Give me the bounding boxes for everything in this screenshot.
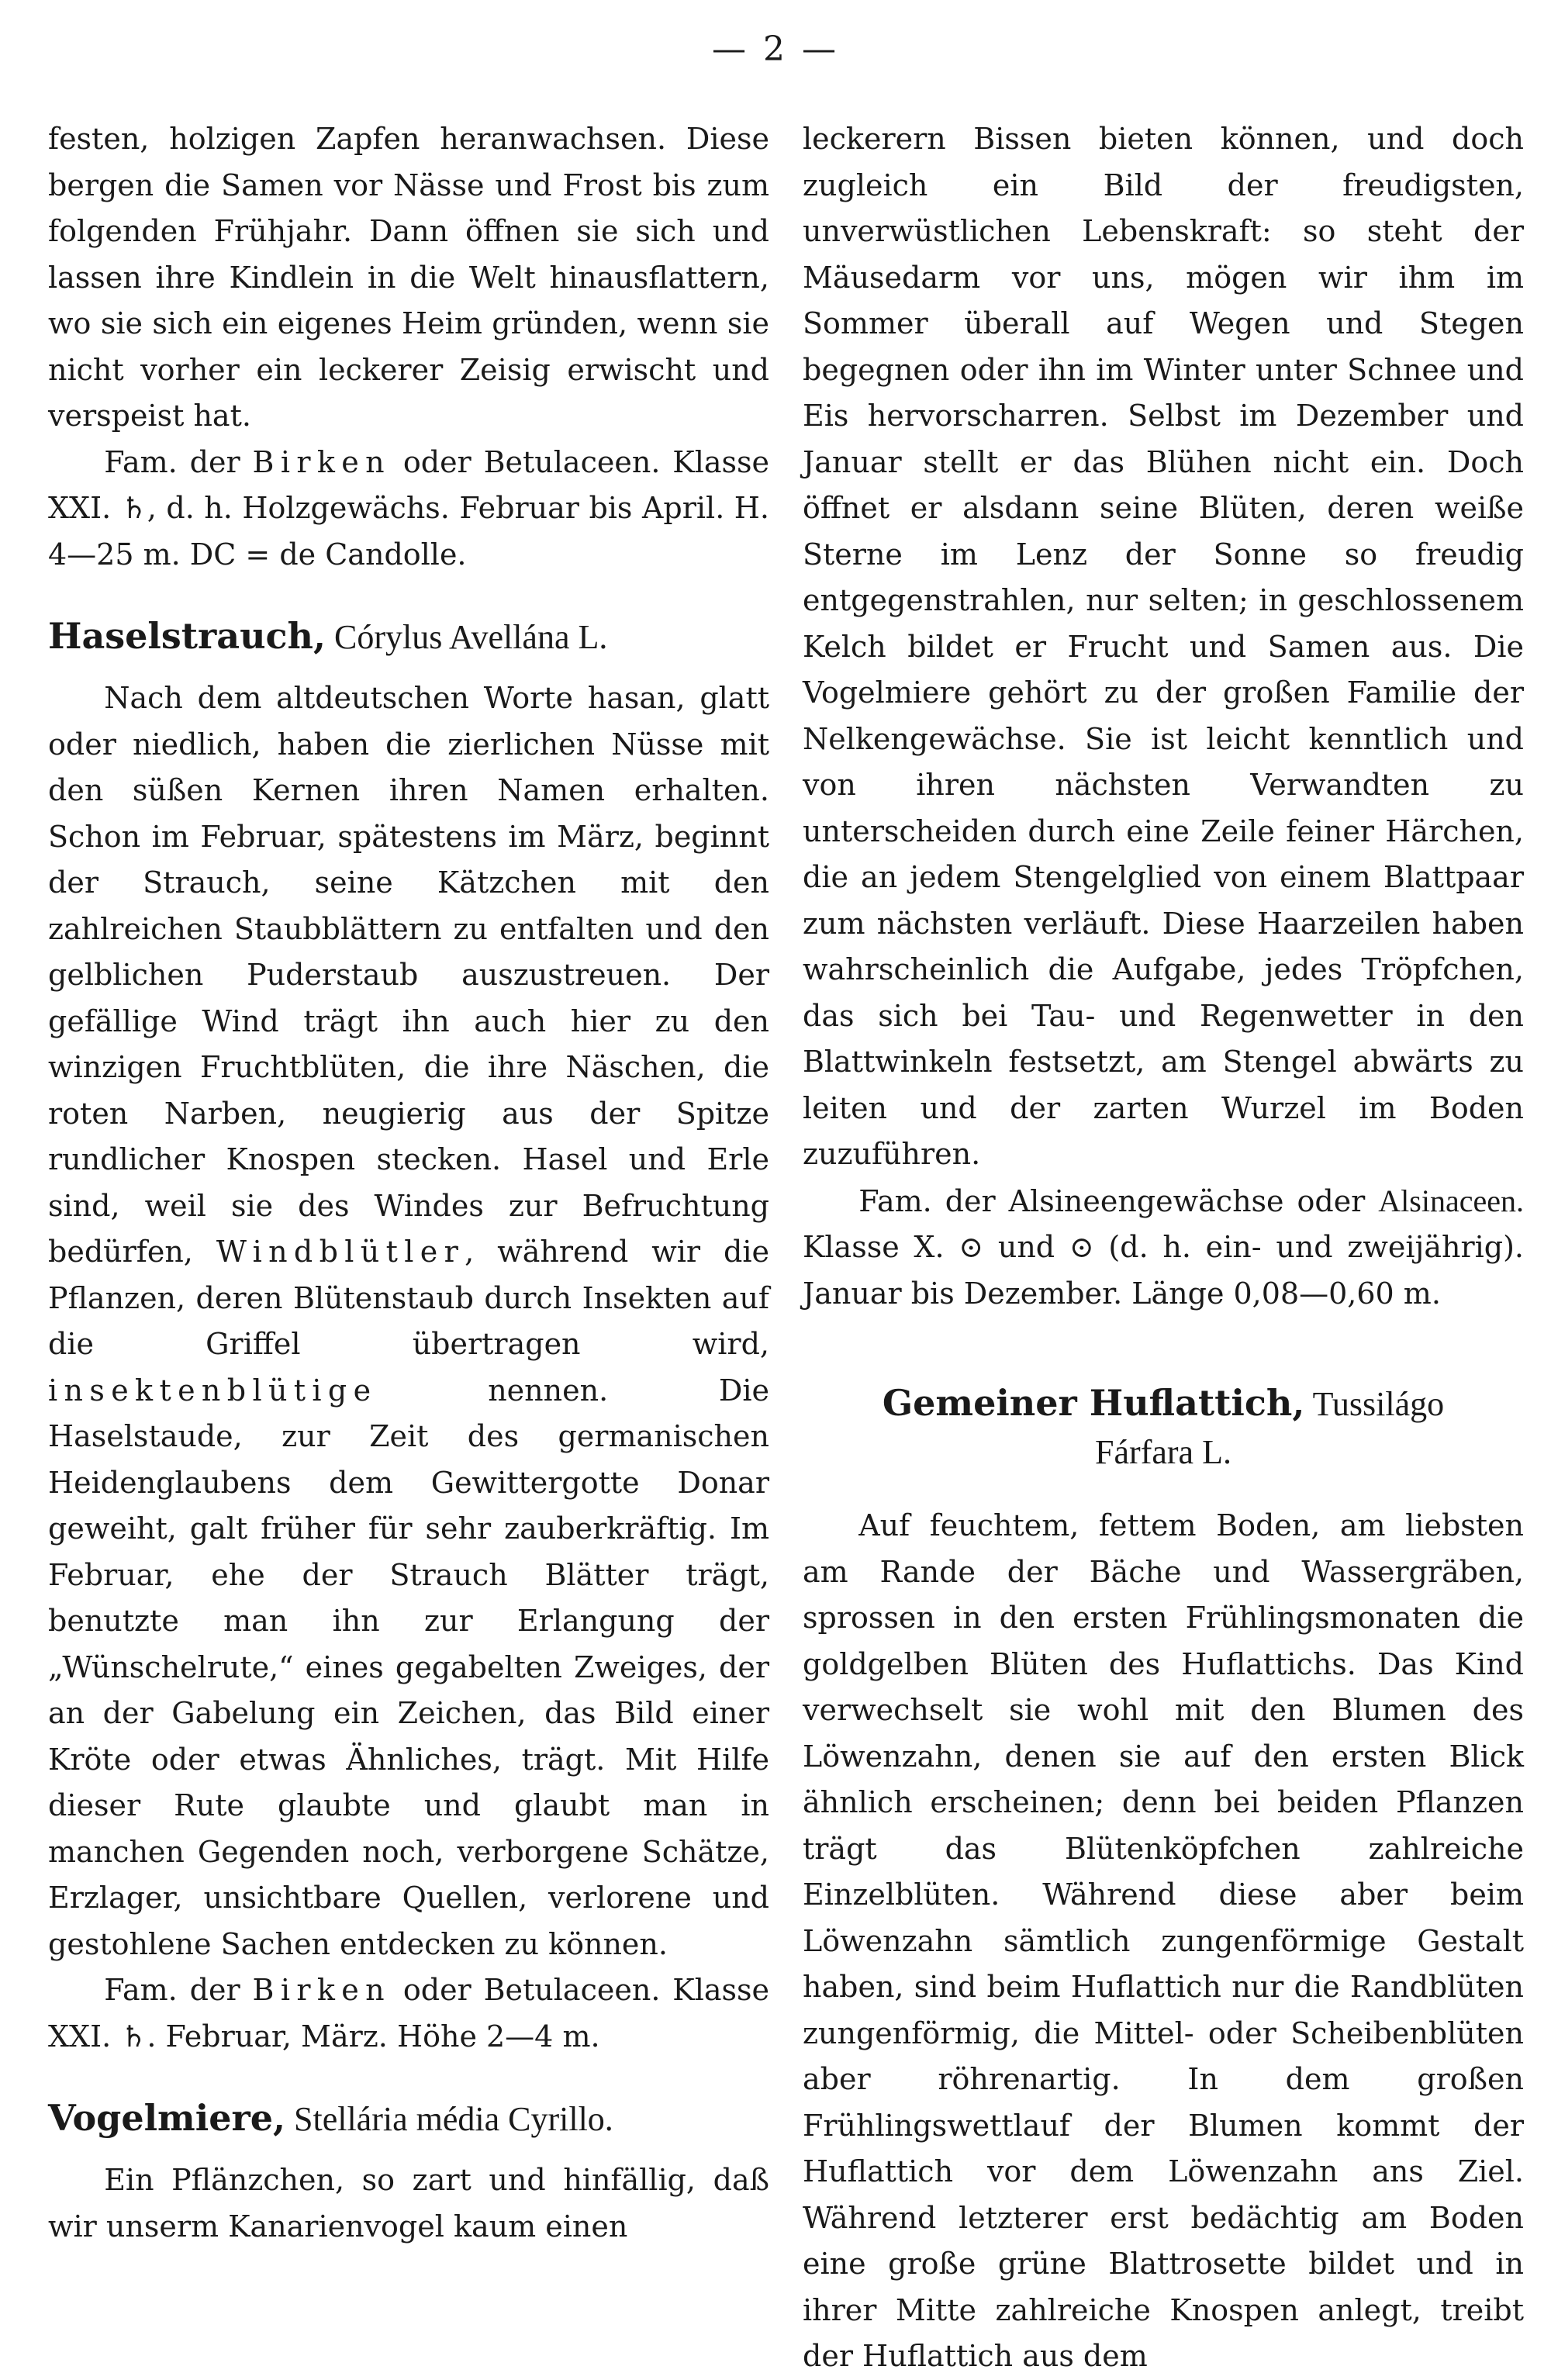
family-note-rest: Klasse X. ⊙ und ⊙ (d. h. ein- und zweijährig). Januar bis Dezember. Länge 0,08—0,60 m. xyxy=(803,1230,1524,1311)
paragraph-text: nennen. Die Haselstaude, zur Zeit des germanischen Heidenglaubens dem Gewittergotte Donar geweiht, galt früher für sehr zauberkräftig. Im Februar, ehe der Strauch Blätter trägt, benutzte man ihn zur Erlangung der „Wünschelrute,“ eines gegabelten Zweiges, der an der Gabelung ein Zeichen, das Bild einer Kröte oder etwas Ähnliches, trägt. Mit Hilfe dieser Rute glaubte und glaubt man in manchen Gegenden noch, verborgene Schätze, Erzlager, unsichtbare Quellen, verlorene und gestohlene Sachen entdecken zu können. xyxy=(48,1373,769,1961)
spaced-term: Windblütler xyxy=(216,1235,465,1269)
heading-vogelmiere xyxy=(48,2094,769,2143)
heading-latin: Tussilágo xyxy=(1304,1385,1445,1423)
family-note-prefix: Fam. der Alsineengewächse oder xyxy=(858,1183,1379,1218)
heading-latin: Stellária média Cyrillo. xyxy=(285,2100,613,2138)
heading-german: Gemeiner Huflattich, xyxy=(882,1382,1305,1424)
paragraph-text: , während wir die Pflanzen, deren Blütenstaub durch Insekten auf die Griffel übertragen wird, xyxy=(48,1235,769,1361)
page-number: — 2 — xyxy=(712,29,839,69)
heading-latin: Córylus Avellána L. xyxy=(326,618,608,656)
heading-german: Haselstrauch, xyxy=(48,615,326,657)
family-note-prefix: Fam. der xyxy=(104,1973,253,2007)
paragraph-haselstrauch xyxy=(48,675,769,1967)
heading-haselstrauch xyxy=(48,612,769,661)
paragraph-text: Nach dem altdeutschen Worte hasan, glatt oder niedlich, haben die zierlichen Nüsse mit den süßen Kernen ihren Namen erhalten. Schon im Februar, spätestens im März, beginnt der Strauch, seine Kätzchen mit den zahlreichen Staubblättern zu entfalten und den gelblichen Puderstaub auszustreuen. Der gefällige Wind trägt ihn auch hier zu den winzigen Fruchtblüten, die ihre Näschen, die roten Narben, neugierig aus der Spitze rundlicher Knospen stecken. Hasel und Erle sind, weil sie des Windes zur Befruchtung bedürfen, xyxy=(48,681,769,1269)
family-note-latin: Alsinaceen. xyxy=(1378,1183,1524,1218)
paragraph-vogelmiere-cont: leckerern Bissen bieten können, und doch zugleich ein Bild der freudigsten, unverwüstlichen Lebenskraft: so steht der Mäusedarm vor uns, mögen wir ihm im Sommer überall auf Wegen und Stegen begegnen oder ihn im Winter unter Schnee und Eis hervorscharren. Selbst im Dezember und Januar stellt er das Blühen nicht ein. Doch öffnet er alsdann seine Blüten, deren weiße Sterne im Lenz der Sonne so freudig entgegenstrahlen, nur selten; in geschlossenem Kelch bildet er Frucht und Samen aus. Die Vogelmiere gehört zu der großen Familie der Nelkengewächse. Sie ist leicht kenntlich und von ihren nächsten Verwandten zu unterscheiden durch eine Zeile feiner Härchen, die an jedem Stengelglied von einem Blattpaar zum nächsten verläuft. Diese Haarzeilen haben wahrscheinlich die Aufgabe, jedes Tröpfchen, das sich bei Tau- und Regenwetter in den Blattwinkeln festsetzt, am Stengel abwärts zu leiten und der zarten Wurzel im Boden zuzuführen. xyxy=(803,122,1524,1171)
paragraph-huflattich: Auf feuchtem, fettem Boden, am liebsten am Rande der Bäche und Wassergräben, sprossen in den ersten Frühlingsmonaten die goldgelben Blüten des Huflattichs. Das Kind verwechselt sie wohl mit den Blumen des Löwenzahn, denen sie auf den ersten Blick ähnlich erscheinen; denn bei beiden Pflanzen trägt das Blütenköpfchen zahlreiche Einzelblüten. Während diese aber beim Löwenzahn sämtlich zungenförmige Gestalt haben, sind beim Huflattich nur die Randblüten zungenförmig, die Mittel- oder Scheibenblüten aber röhrenartig. In dem großen Frühlingswettlauf der Blumen kommt der Huflattich vor dem Löwenzahn ans Ziel. Während letzterer erst bedächtig am Boden eine große grüne Blattrosette bildet und in ihrer Mitte zahlreiche Knospen anlegt, treibt der Huflattich aus dem xyxy=(803,1508,1524,2373)
paragraph-vogelmiere-start: Ein Pflänzchen, so zart und hinfällig, daß wir unserm Kanarienvogel kaum einen xyxy=(48,2163,769,2244)
family-note-vogelmiere xyxy=(803,1178,1524,1318)
paragraph-erle-end: festen, holzigen Zapfen heranwachsen. Diese bergen die Samen vor Nässe und Frost bis zum folgenden Frühjahr. Dann öffnen sie sich und lassen ihre Kindlein in die Welt hinausflattern, wo sie sich ein eigenes Heim gründen, wenn sie nicht vorher ein leckerer Zeisig erwischt und verspeist hat. xyxy=(48,122,769,433)
family-note-rest: oder Betulaceen. Klasse XXI. ♄, d. h. Holzgewächs. Februar bis April. H. 4—25 m. DC = de Candolle. xyxy=(48,444,769,572)
family-note-rest: oder Betulaceen. Klasse XXI. ♄. Februar, März. Höhe 2—4 m. xyxy=(48,1973,769,2054)
heading-latin-line2: Fárfara L. xyxy=(1095,1433,1231,1471)
family-note-hasel xyxy=(48,1967,769,2060)
family-note-spaced: Birken xyxy=(252,444,391,479)
family-note-prefix: Fam. der xyxy=(104,444,253,479)
spaced-term: insektenblütige xyxy=(48,1373,378,1408)
right-column xyxy=(803,116,1524,2380)
heading-huflattich xyxy=(803,1379,1524,1477)
left-column xyxy=(48,116,769,2250)
family-note-erle xyxy=(48,440,769,579)
heading-german: Vogelmiere, xyxy=(48,2097,285,2139)
family-note-spaced: Birken xyxy=(252,1973,391,2007)
